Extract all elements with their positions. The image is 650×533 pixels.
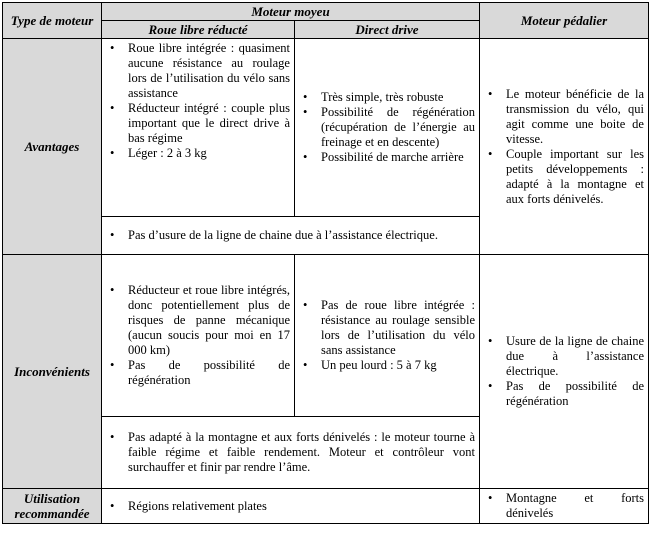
cell-inconvenients-roue-libre <box>102 255 295 417</box>
header-direct-drive: Direct drive <box>295 21 480 39</box>
cell-avantages-direct-drive <box>295 39 480 217</box>
list-item: • Pas de possibilité de régénération <box>128 358 290 388</box>
cell-inconvenients-pedalier <box>480 255 649 489</box>
bullet-list <box>106 226 475 245</box>
cell-utilisation-moyeu <box>102 489 480 524</box>
bullet-list <box>299 88 475 167</box>
cell-utilisation-pedalier <box>480 489 649 524</box>
bullet-list <box>484 489 644 523</box>
bullet-list <box>484 85 644 209</box>
list-item: • Possibilité de marche arrière <box>321 150 475 165</box>
cell-avantages-shared <box>102 217 480 255</box>
header-type-moteur: Type de moteur <box>3 3 102 39</box>
list-item: • Léger : 2 à 3 kg <box>128 146 290 161</box>
cell-inconvenients-direct-drive <box>295 255 480 417</box>
list-item: • Pas adapté à la montagne et aux forts dénivelés : le moteur tourne à faible régime et faible rendement. Moteur et contrôleur vont surchauffer et finir par rendre l’âme. <box>128 430 475 475</box>
comparison-table <box>2 2 649 524</box>
bullet-list <box>106 39 290 163</box>
header-moteur-pedalier: Moteur pédalier <box>480 3 649 39</box>
list-item: • Pas de possibilité de régénération <box>506 379 644 409</box>
list-item: • Très simple, très robuste <box>321 90 475 105</box>
bullet-list <box>106 428 475 477</box>
bullet-list <box>484 332 644 411</box>
list-item: • Roue libre intégrée : quasiment aucune résistance au roulage lors de l’utilisation du vélo sans assistance <box>128 41 290 101</box>
row-label-utilisation: Utilisation recommandée <box>3 489 102 524</box>
list-item: • Usure de la ligne de chaine due à l’assistance électrique. <box>506 334 644 379</box>
list-item: • Pas de roue libre intégrée : résistance au roulage sensible lors de l’utilisation du vélo sans assistance <box>321 298 475 358</box>
list-item: • Réducteur et roue libre intégrés, donc potentiellement plus de risques de panne mécanique (aucun soucis pour moi en 17 000 km) <box>128 283 290 358</box>
list-item: • Un peu lourd : 5 à 7 kg <box>321 358 475 373</box>
cell-avantages-pedalier <box>480 39 649 255</box>
header-roue-libre: Roue libre réducté <box>102 21 295 39</box>
list-item: • Possibilité de régénération (récupération de l’énergie au freinage et en descente) <box>321 105 475 150</box>
row-label-inconvenients: Inconvénients <box>3 255 102 489</box>
cell-avantages-roue-libre <box>102 39 295 217</box>
bullet-list <box>299 296 475 375</box>
header-moteur-moyeu: Moteur moyeu <box>102 3 480 21</box>
list-item: • Régions relativement plates <box>128 499 475 514</box>
list-item: • Le moteur bénéficie de la transmission du vélo, qui agit comme une boite de vitesse. <box>506 87 644 147</box>
list-item: • Pas d’usure de la ligne de chaine due à l’assistance électrique. <box>128 228 475 243</box>
bullet-list <box>106 497 475 516</box>
list-item: • Montagne et forts dénivelés <box>506 491 644 521</box>
row-label-avantages: Avantages <box>3 39 102 255</box>
bullet-list <box>106 281 290 390</box>
list-item: • Couple important sur les petits développements : adapté à la montagne et aux forts dénivelés. <box>506 147 644 207</box>
cell-inconvenients-shared <box>102 417 480 489</box>
list-item: • Réducteur intégré : couple plus important que le direct drive à bas régime <box>128 101 290 146</box>
